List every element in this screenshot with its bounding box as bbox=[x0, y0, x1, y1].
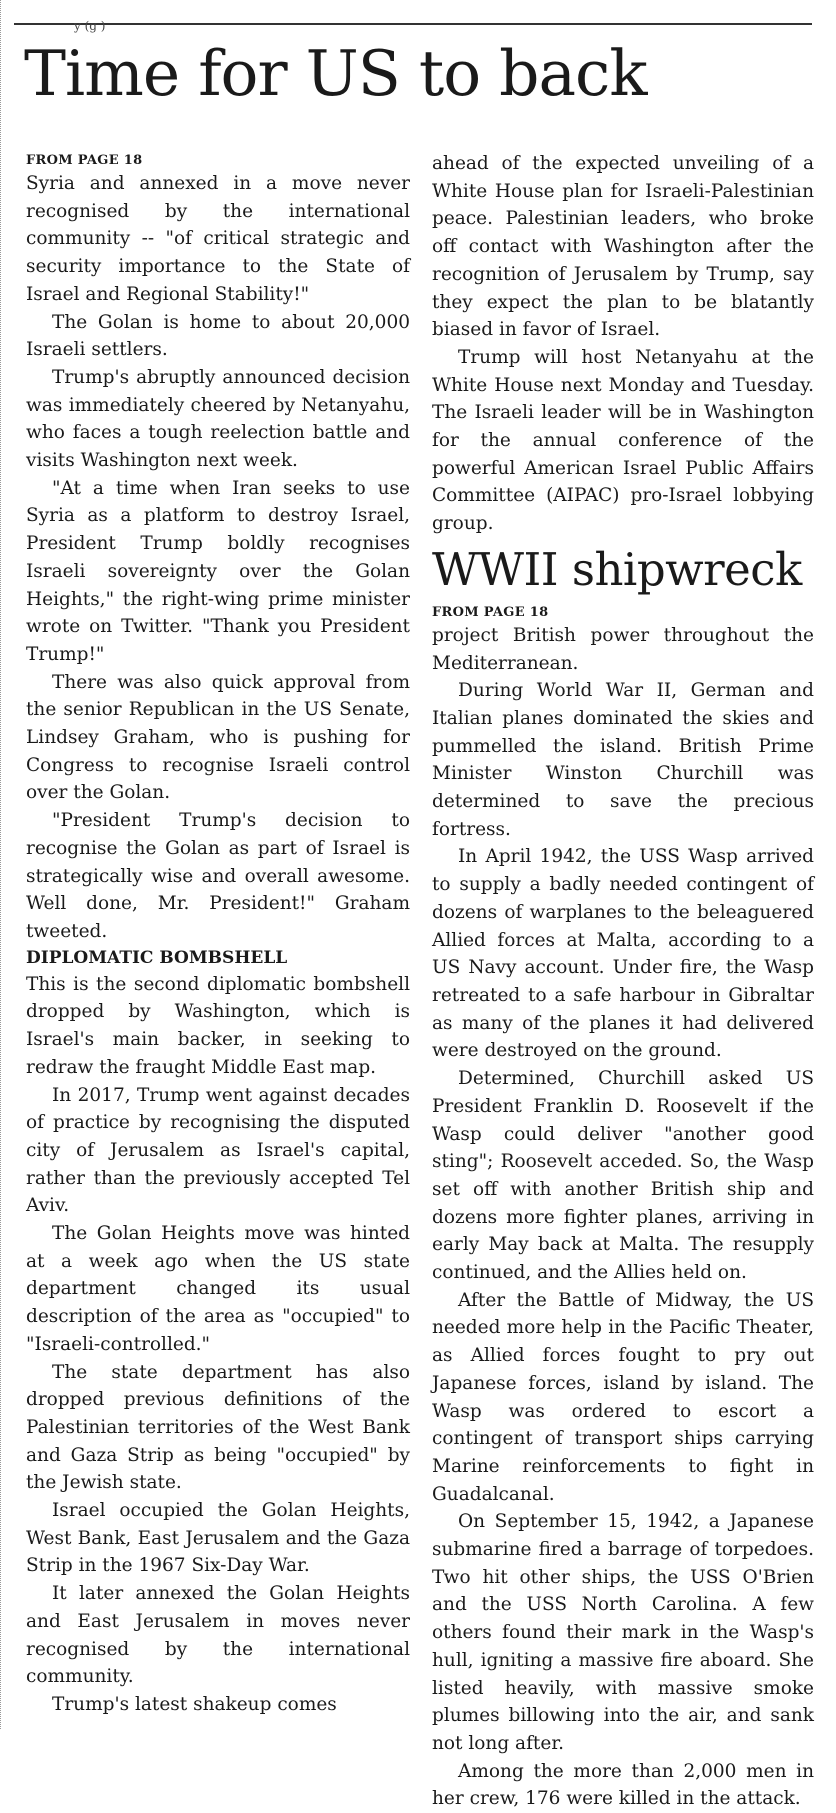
paragraph: project British power throughout the Mediterranean. bbox=[432, 624, 814, 674]
right-column bbox=[432, 150, 814, 1813]
left-column bbox=[26, 152, 410, 1719]
page-edge bbox=[0, 0, 4, 1729]
paragraph: "President Trump's decision to recognise the Golan as part of Israel is strategically wise and overall awesome. Well done, Mr. President!" Graham tweeted. bbox=[26, 810, 410, 942]
top-rule bbox=[14, 19, 812, 33]
paragraph: There was also quick approval from the senior Republican in the US Senate, Lindsey Graham, who is pushing for Congress to recognise Israeli control over the Golan. bbox=[26, 671, 410, 804]
paragraph: Trump's abruptly announced decision was immediately cheered by Netanyahu, who faces a tough reelection battle and visits Washington next week. bbox=[26, 366, 410, 472]
paragraph: Syria and annexed in a move never recognised by the international community -- "of critical strategic and security importance to the State of Israel and Regional Stability!" bbox=[26, 173, 410, 305]
paragraph: The Golan is home to about 20,000 Israeli settlers. bbox=[26, 311, 410, 361]
header-fragment: y (g ) bbox=[74, 19, 106, 33]
paragraph: After the Battle of Midway, the US needed more help in the Pacific Theater, as Allied forces fought to pry out Japanese forces, island by island. The Wasp was ordered to escort a contingent of transport ships carrying Marine reinforcements to fight in Guadalcanal. bbox=[432, 1289, 814, 1505]
paragraph: Trump will host Netanyahu at the White House next Monday and Tuesday. The Israeli leader will be in Washington for the annual conference of the powerful American Israel Public Affairs Committee (AIPAC) pro-Israel lobbying group. bbox=[432, 346, 814, 535]
paragraph: In April 1942, the USS Wasp arrived to supply a badly needed contingent of dozens of warplanes to the beleaguered Allied forces at Malta, according to a US Navy account. Under fire, the Wasp retreated to a safe harbour in Gibraltar as many of the planes it had delivered were destroyed on the ground. bbox=[432, 846, 814, 1062]
main-headline: Time for US to back bbox=[24, 37, 647, 110]
paragraph: This is the second diplomatic bombshell dropped by Washington, which is Israel's main backer, in seeking to redraw the fraught Middle East map. bbox=[26, 973, 410, 1078]
paragraph: In 2017, Trump went against decades of practice by recognising the disputed city of Jerusalem as Israel's capital, rather than the previously accepted Tel Aviv. bbox=[26, 1084, 410, 1217]
from-page-label: FROM PAGE 18 bbox=[26, 153, 143, 168]
paragraph: Trump's latest shakeup comes bbox=[52, 1693, 337, 1715]
subhead: DIPLOMATIC BOMBSHELL bbox=[26, 947, 288, 968]
paragraph: The Golan Heights move was hinted at a week ago when the US state department changed its usual description of the area as "occupied" to "Israeli-controlled." bbox=[26, 1223, 410, 1355]
paragraph: Among the more than 2,000 men in her crew, 176 were killed in the attack. bbox=[432, 1760, 814, 1810]
paragraph: It later annexed the Golan Heights and East Jerusalem in moves never recognised by the international community. bbox=[26, 1583, 410, 1688]
second-headline: WWII shipwreck bbox=[432, 542, 802, 596]
from-page-label: FROM PAGE 18 bbox=[432, 604, 549, 620]
paragraph: "At a time when Iran seeks to use Syria as a platform to destroy Israel, President Trump boldly recognises Israeli sovereignty over the Golan Heights," the right-wing prime minister wrote on Twitter. "Thank you President Trump!" bbox=[26, 477, 410, 665]
paragraph: ahead of the expected unveiling of a White House plan for Israeli-Palestinian peace. Palestinian leaders, who broke off contact with Washington after the recognition of Jerusalem by Trump, say they expect the plan to be blatantly biased in favor of Israel. bbox=[432, 153, 814, 341]
paragraph: Determined, Churchill asked US President Franklin D. Roosevelt if the Wasp could deliver "another good sting"; Roosevelt acceded. So, the Wasp set off with another British ship and dozens more fighter planes, arriving in early May back at Malta. The resupply continued, and the Allies held on. bbox=[432, 1068, 814, 1284]
paragraph: On September 15, 1942, a Japanese submarine fired a barrage of torpedoes. Two hit other ships, the USS O'Brien and the USS North Carolina. A few others found their mark in the Wasp's hull, igniting a massive fire aboard. She listed heavily, with massive smoke plumes billowing into the air, and sank not long after. bbox=[432, 1511, 814, 1754]
paragraph: Israel occupied the Golan Heights, West Bank, East Jerusalem and the Gaza Strip in the 1967 Six-Day War. bbox=[26, 1500, 410, 1577]
paragraph: During World War II, German and Italian planes dominated the skies and pummelled the island. British Prime Minister Winston Churchill was determined to save the precious fortress. bbox=[432, 680, 814, 840]
paragraph: The state department has also dropped previous definitions of the Palestinian territories of the West Bank and Gaza Strip as being "occupied" by the Jewish state. bbox=[26, 1361, 410, 1494]
